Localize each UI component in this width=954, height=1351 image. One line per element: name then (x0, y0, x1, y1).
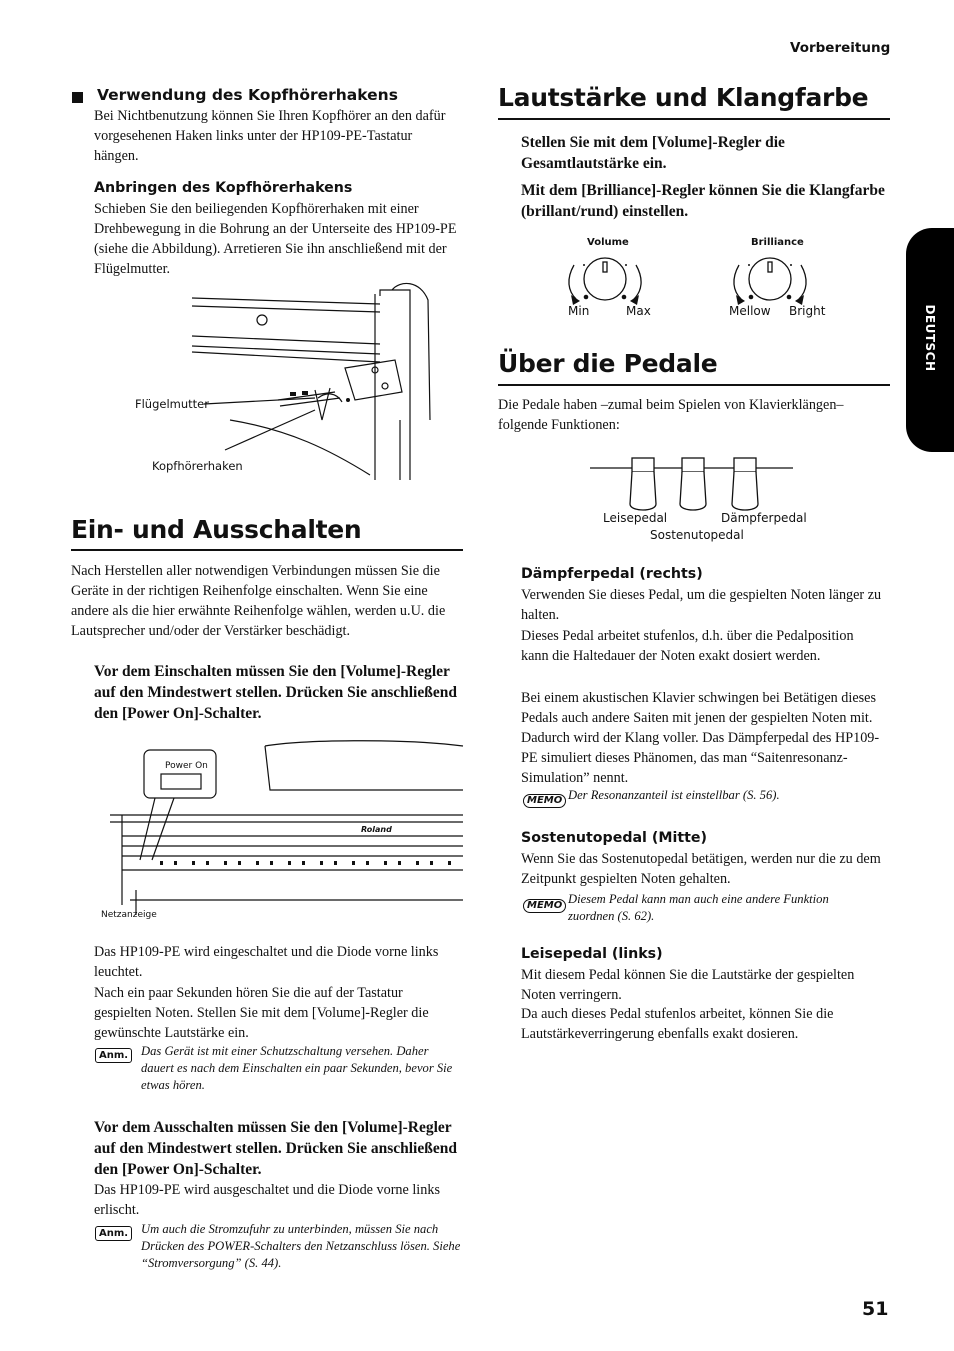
soft-paragraph-2: Da auch dieses Pedal stufenlos arbeitet, können Sie die Lautstärkeverringerung ebenfalls exakt dosieren. (521, 1006, 834, 1042)
heading-rule (498, 118, 890, 120)
heading-rule (498, 384, 890, 386)
brilliance-bright-label: Bright (789, 304, 826, 318)
power-on-volume: Nach ein paar Sekunden hören Sie die auf der Tastatur gespielten Noten. Stellen Sie mit dem [Volume]-Regler die gewünschte Lautstärke ein. (94, 985, 429, 1041)
volume-max-label: Max (626, 304, 651, 318)
hook-paragraph: Bei Nichtbenutzung können Sie Ihren Kopfhörer an den dafür vorgesehenen Haken links unter der HP109-PE-Tastatur hängen. (94, 108, 446, 164)
note-protection: Das Gerät ist mit einer Schutzschaltung versehen. Daher dauert es nach dem Einschalten ein paar Sekunden, bevor Sie etwas hören. (141, 1044, 453, 1092)
memo-sostenuto: Diesem Pedal kann man auch eine andere Funktion zuordnen (S. 62). (568, 892, 829, 923)
attach-paragraph: Schieben Sie den beiliegenden Kopfhörerhaken mit einer Drehbewegung in die Bohrung an der Unterseite des HP109-PE (siehe die Abbildung). Arretieren Sie ihn anschließend mit der Flügelmutter. (94, 201, 457, 277)
power-on-button-label: Power On (165, 761, 208, 771)
pedal-intro: Die Pedale haben –zumal beim Spielen von Klavierklängen– folgende Funktionen: (498, 397, 844, 433)
heading-rule (71, 549, 463, 551)
memo-icon: MEMO (523, 899, 566, 913)
damper-paragraph-2: Dieses Pedal arbeitet stufenlos, d.h. über die Pedalposition kann die Haltedauer der Noten exakt dosiert werden. (521, 628, 854, 664)
piano-power-figure (100, 740, 465, 925)
sostenuto-heading: Sostenutopedal (Mitte) (521, 830, 707, 846)
page-number: 51 (862, 1298, 889, 1320)
hook-label: Kopfhörerhaken (152, 459, 243, 473)
damper-heading: Dämpferpedal (rechts) (521, 566, 703, 582)
power-indicator-label: Netzanzeige (101, 910, 157, 920)
damper-paragraph-1: Verwenden Sie dieses Pedal, um die gespielten Noten länger zu halten. (521, 587, 882, 623)
soft-paragraph-1: Mit diesem Pedal können Sie die Lautstärke der gespielten Noten verringern. (521, 967, 855, 1003)
square-bullet-icon (72, 92, 83, 103)
volume-knob-title: Volume (587, 237, 629, 248)
soft-heading: Leisepedal (links) (521, 946, 663, 962)
volume-min-label: Min (568, 304, 590, 318)
brand-logo: Roland (361, 825, 392, 834)
memo-icon: MEMO (523, 794, 566, 808)
power-heading: Ein- und Ausschalten (71, 515, 362, 544)
note-badge: Anm. (95, 1226, 132, 1241)
power-on-result: Das HP109-PE wird eingeschaltet und die Diode vorne links leuchtet. (94, 944, 439, 980)
hook-heading: Verwendung des Kopfhörerhakens (97, 86, 398, 104)
attach-heading: Anbringen des Kopfhörerhakens (94, 180, 353, 196)
memo-resonance: Der Resonanzanteil ist einstellbar (S. 56). (568, 788, 780, 802)
volume-heading: Lautstärke und Klangfarbe (498, 83, 869, 112)
power-on-instruction: Vor dem Einschalten müssen Sie den [Volume]-Regler auf den Mindestwert stellen. Drücken Sie anschließend den [Power On]-Schalter. (94, 663, 457, 722)
soft-pedal-label: Leisepedal (603, 511, 668, 525)
headphone-hook-figure (130, 280, 465, 480)
sostenuto-pedal-label: Sostenutopedal (650, 528, 744, 542)
brilliance-mellow-label: Mellow (729, 304, 771, 318)
power-intro: Nach Herstellen aller notwendigen Verbindungen müssen Sie die Geräte in der richtigen Reihenfolge einschalten. Wenn Sie eine andere als die hier erwähnte Reihenfolge wählen, werden u.U. die Lautsprecher und/oder der Verstärker beschädigt. (71, 563, 446, 639)
pedal-heading: Über die Pedale (498, 349, 718, 378)
sostenuto-paragraph: Wenn Sie das Sostenutopedal betätigen, werden nur die zu dem Zeitpunkt gespielten Noten gehalten. (521, 851, 881, 887)
brilliance-instruction: Mit dem [Brilliance]-Regler können Sie die Klangfarbe (brillant/rund) einstellen. (521, 182, 885, 220)
volume-instruction: Stellen Sie mit dem [Volume]-Regler die Gesamtlautstärke ein. (521, 134, 785, 172)
damper-pedal-label: Dämpferpedal (721, 511, 807, 525)
note-badge: Anm. (95, 1048, 132, 1063)
note-power-disconnect: Um auch die Stromzufuhr zu unterbinden, müssen Sie nach Drücken des POWER-Schalters den Netzanschluss lösen. Siehe “Stromversorgung” (S. 44). (141, 1222, 461, 1270)
language-tab: DEUTSCH (906, 228, 954, 452)
power-off-result: Das HP109-PE wird ausgeschaltet und die Diode vorne links erlischt. (94, 1182, 440, 1218)
key-dots (160, 861, 451, 865)
damper-paragraph-3: Bei einem akustischen Klavier schwingen bei Betätigen dieses Pedals auch andere Saiten mit jenen der gespielten Noten mit. Dadurch wird der Klang voller. Das Dämpferpedal des HP109-PE simuliert dieses Phänomen, das man “Saitenresonanz-Simulation” nennt. (521, 690, 880, 786)
wingnut-label: Flügelmutter (135, 397, 209, 411)
pedals-figure (590, 452, 795, 517)
running-header: Vorbereitung (790, 40, 891, 56)
power-off-instruction: Vor dem Ausschalten müssen Sie den [Volume]-Regler auf den Mindestwert stellen. Drücken Sie anschließend den [Power On]-Schalter. (94, 1119, 457, 1178)
brilliance-knob-title: Brilliance (751, 237, 804, 248)
